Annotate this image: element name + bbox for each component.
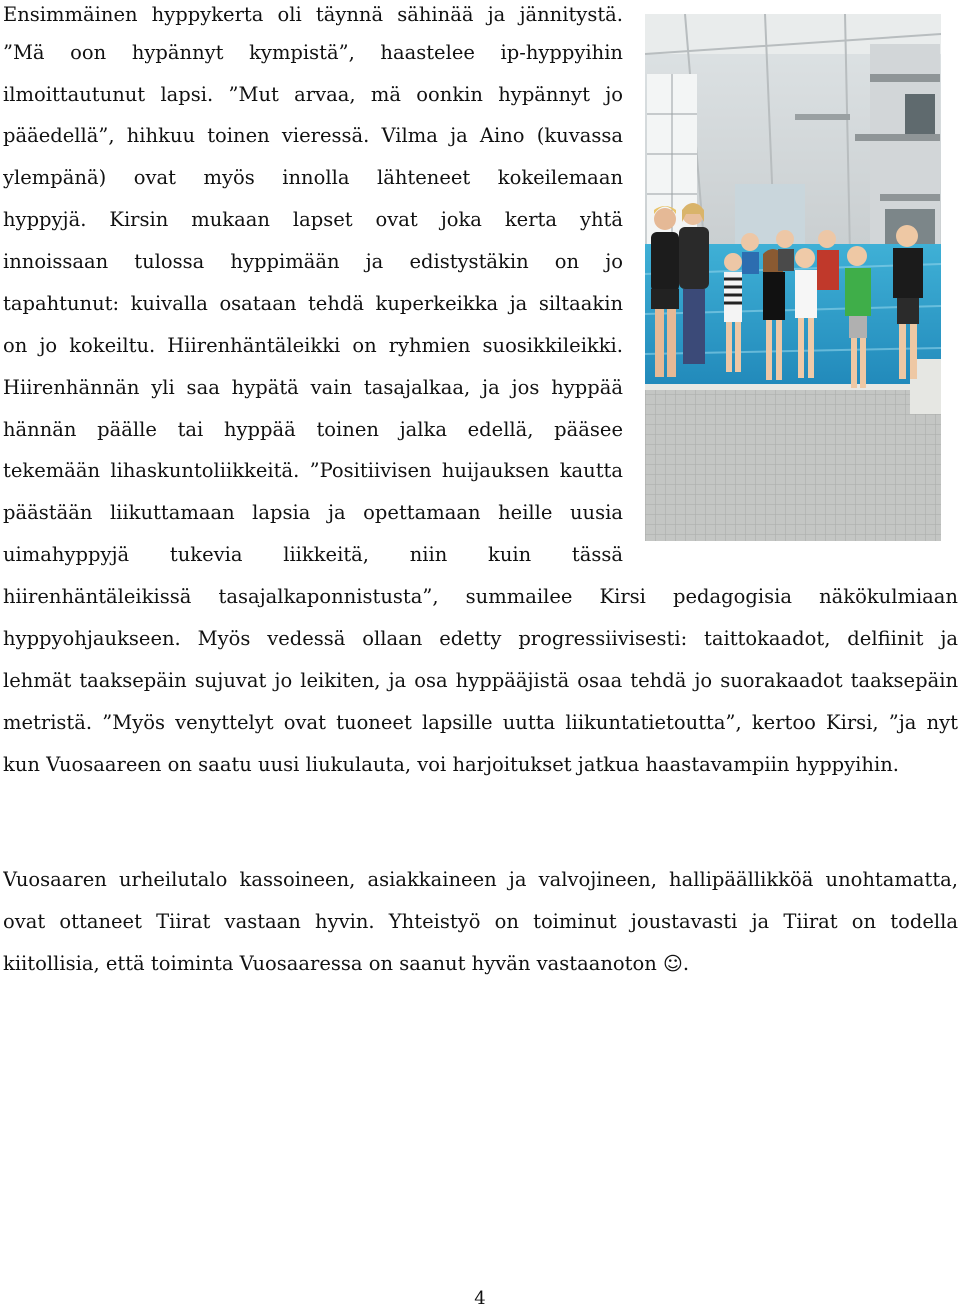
text-line: tekemään lihaskuntoliikkeitä. ”Positiivisen huijauksen kautta [3,459,623,482]
text-line: metristä. ”Myös venyttelyt ovat tuoneet lapsille uutta liikuntatietoutta”, kertoo Kirsi, ”ja nyt [3,711,958,734]
text-line: päästään liikuttamaan lapsia ja opettamaan heille uusia [3,501,623,524]
text-line: hännän päälle tai hyppää toinen jalka edellä, pääsee [3,418,623,441]
text-line: innoissaan tulossa hyppimään ja edistystäkin on jo [3,250,623,273]
text-line: ”Mä oon hypännyt kympistä”, haastelee ip-hyppyihin [3,41,623,64]
text-fragment: . [682,952,690,975]
text-line: hyppyohjaukseen. Myös vedessä ollaan edetty progressiivisesti: taittokaadot, delfiinit ja [3,627,958,650]
text-line: hyppyjä. Kirsin mukaan lapset ovat joka kerta yhtä [3,208,623,231]
text-line-final [3,949,958,979]
text-line: ilmoittautunut lapsi. ”Mut arvaa, mä oonkin hypännyt jo [3,83,623,106]
text-line: Hiirenhännän yli saa hypätä vain tasajalkaa, ja jos hyppää [3,376,623,399]
text-line: on jo kokeiltu. Hiirenhäntäleikki on ryhmien suosikkileikki. [3,334,623,357]
pool-group-photo-illustration [645,14,941,541]
text-line: lehmät taaksepäin sujuvat jo leikiten, ja osa hyppääjistä osaa tehdä jo suorakaadot taaksepäin [3,669,958,692]
text-line: hiirenhäntäleikissä tasajalkaponnistusta”, summailee Kirsi pedagogisia näkökulmiaan [3,585,958,608]
group-photo [645,14,941,541]
text-line: pääedellä”, hihkuu toinen vieressä. Vilma ja Aino (kuvassa [3,124,623,147]
text-line: Vuosaaren urheilutalo kassoineen, asiakkaineen ja valvojineen, hallipäällikköä unohtamatta, [3,868,958,891]
text-line: ovat ottaneet Tiirat vastaan hyvin. Yhteistyö on toiminut joustavasti ja Tiirat on todella [3,910,958,933]
text-line: kun Vuosaareen on saatu uusi liukulauta, voi harjoitukset jatkua haastavampiin hyppyihin. [3,753,899,776]
text-line: Ensimmäinen hyppykerta oli täynnä sähinää ja jännitystä. [3,3,623,26]
text-line: tapahtunut: kuivalla osataan tehdä kuperkeikka ja siltaakin [3,292,623,315]
smiley-icon: ☺ [663,953,683,975]
text-line: ylempänä) ovat myös innolla lähteneet kokeilemaan [3,166,623,189]
page-number: 4 [474,1288,486,1309]
text-line: uimahyppyjä tukevia liikkeitä, niin kuin tässä [3,543,623,566]
text-fragment: kiitollisia, että toiminta Vuosaaressa on saanut hyvän vastaanoton [3,952,657,975]
